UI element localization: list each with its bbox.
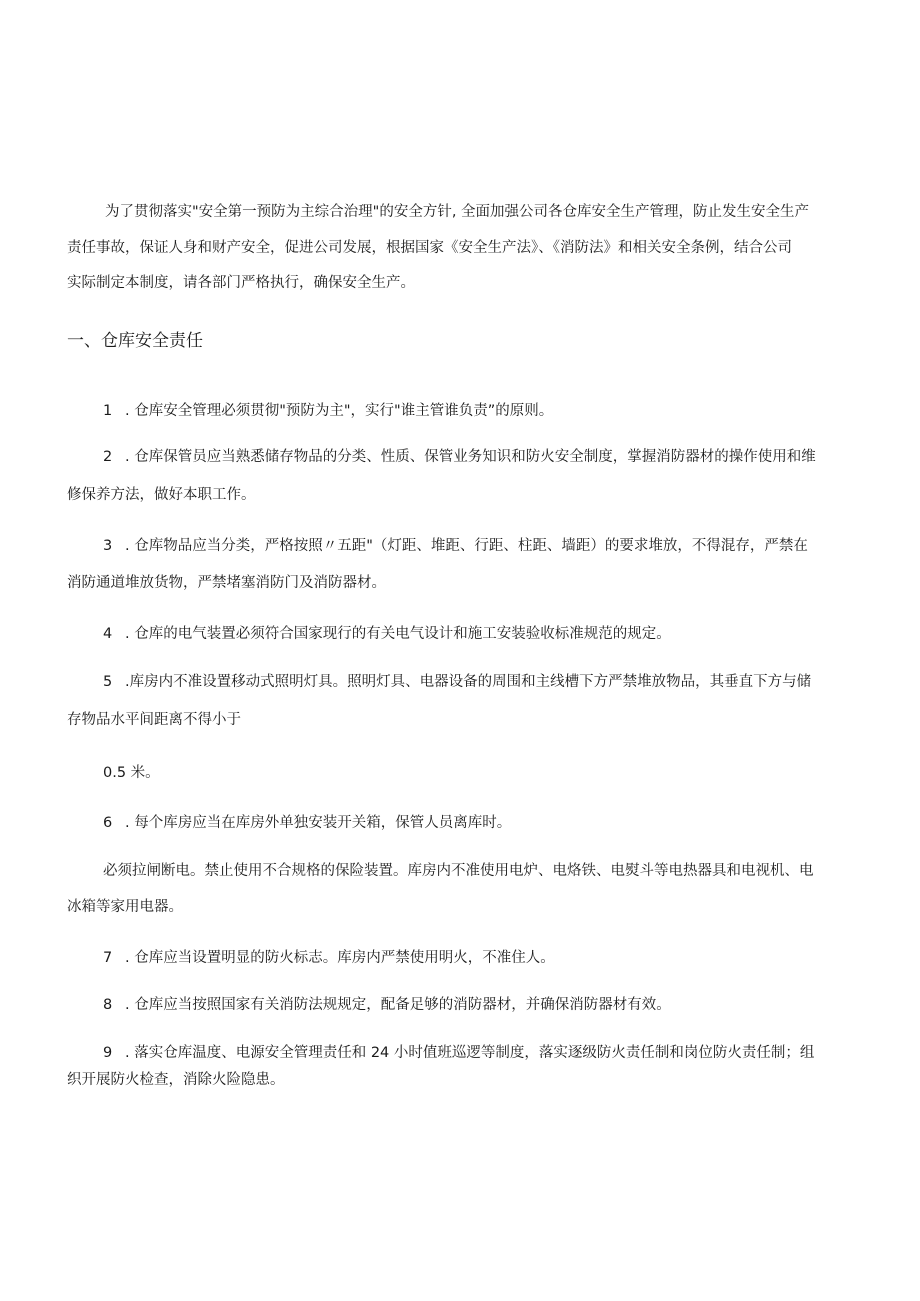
list-item-text: . 仓库应当按照国家有关消防法规规定，配备足够的消防器材，并确保消防器材有效。 — [125, 997, 671, 1013]
list-item-text: . 仓库安全管理必须贯彻"预防为主"，实行"谁主管谁负责”的原则。 — [125, 403, 554, 419]
list-item-number: 4 — [103, 626, 113, 642]
list-item-continuation: 必须拉闸断电。禁止使用不合规格的保险装置。库房内不准使用电炉、电烙铁、电熨斗等电热器具和电视机、电 — [103, 863, 814, 879]
list-item-number: 7 — [103, 950, 113, 966]
list-item-continuation: 存物品水平间距离不得小于 — [67, 712, 241, 728]
list-item-number: 1 — [103, 403, 113, 419]
list-item-number: 3 — [103, 538, 113, 554]
intro-line-2: 责任事故，保证人身和财产安全，促进公司发展，根据国家《安全生产法》、《消防法》和相关安全条例，结合公司 — [67, 240, 792, 256]
intro-line-3: 实际制定本制度，请各部门严格执行，确保安全生产。 — [67, 275, 415, 291]
list-item-text: . 每个库房应当在库房外单独安装开关箱，保管人员离库时。 — [125, 815, 512, 831]
list-item-text: . 仓库应当设置明显的防火标志。库房内严禁使用明火，不准住人。 — [125, 950, 555, 966]
list-item-text: . 仓库保管员应当熟悉储存物品的分类、性质、保管业务知识和防火安全制度，掌握消防器材的操作使用和维 — [125, 449, 816, 465]
list-item-continuation: 织开展防火检查，消除火险隐患。 — [67, 1072, 285, 1088]
intro-line-1: 为了贯彻落实"安全第一预防为主综合治理"的安全方针, 全面加强公司各仓库安全生产管理，防止发生安全生产 — [105, 204, 810, 220]
section-title: 一、仓库安全责任 — [67, 331, 203, 351]
list-item-continuation: 修保养方法，做好本职工作。 — [67, 487, 256, 503]
list-item-number: 8 — [103, 997, 113, 1013]
list-item-continuation: 消防通道堆放货物，严禁堵塞消防门及消防器材。 — [67, 575, 386, 591]
list-item-number: 9 — [103, 1045, 113, 1061]
list-item-number: 2 — [103, 449, 113, 465]
list-item-text: . 落实仓库温度、电源安全管理责任和 24 小时值班巡逻等制度，落实逐级防火责任制和岗位防火责任制；组 — [125, 1045, 815, 1061]
list-item-continuation: 0.5 米。 — [103, 765, 160, 781]
list-item-text: . 仓库物品应当分类，严格按照〃五距"（灯距、堆距、行距、柱距、墙距）的要求堆放，不得混存，严禁在 — [125, 538, 808, 554]
list-item-text: .库房内不准设置移动式照明灯具。照明灯具、电器设备的周围和主线槽下方严禁堆放物品，其垂直下方与储 — [125, 674, 812, 690]
list-item-continuation: 冰箱等家用电器。 — [67, 899, 183, 915]
list-item-number: 6 — [103, 815, 113, 831]
list-item-number: 5 — [103, 674, 113, 690]
list-item-text: . 仓库的电气装置必须符合国家现行的有关电气设计和施工安装验收标准规范的规定。 — [125, 626, 671, 642]
